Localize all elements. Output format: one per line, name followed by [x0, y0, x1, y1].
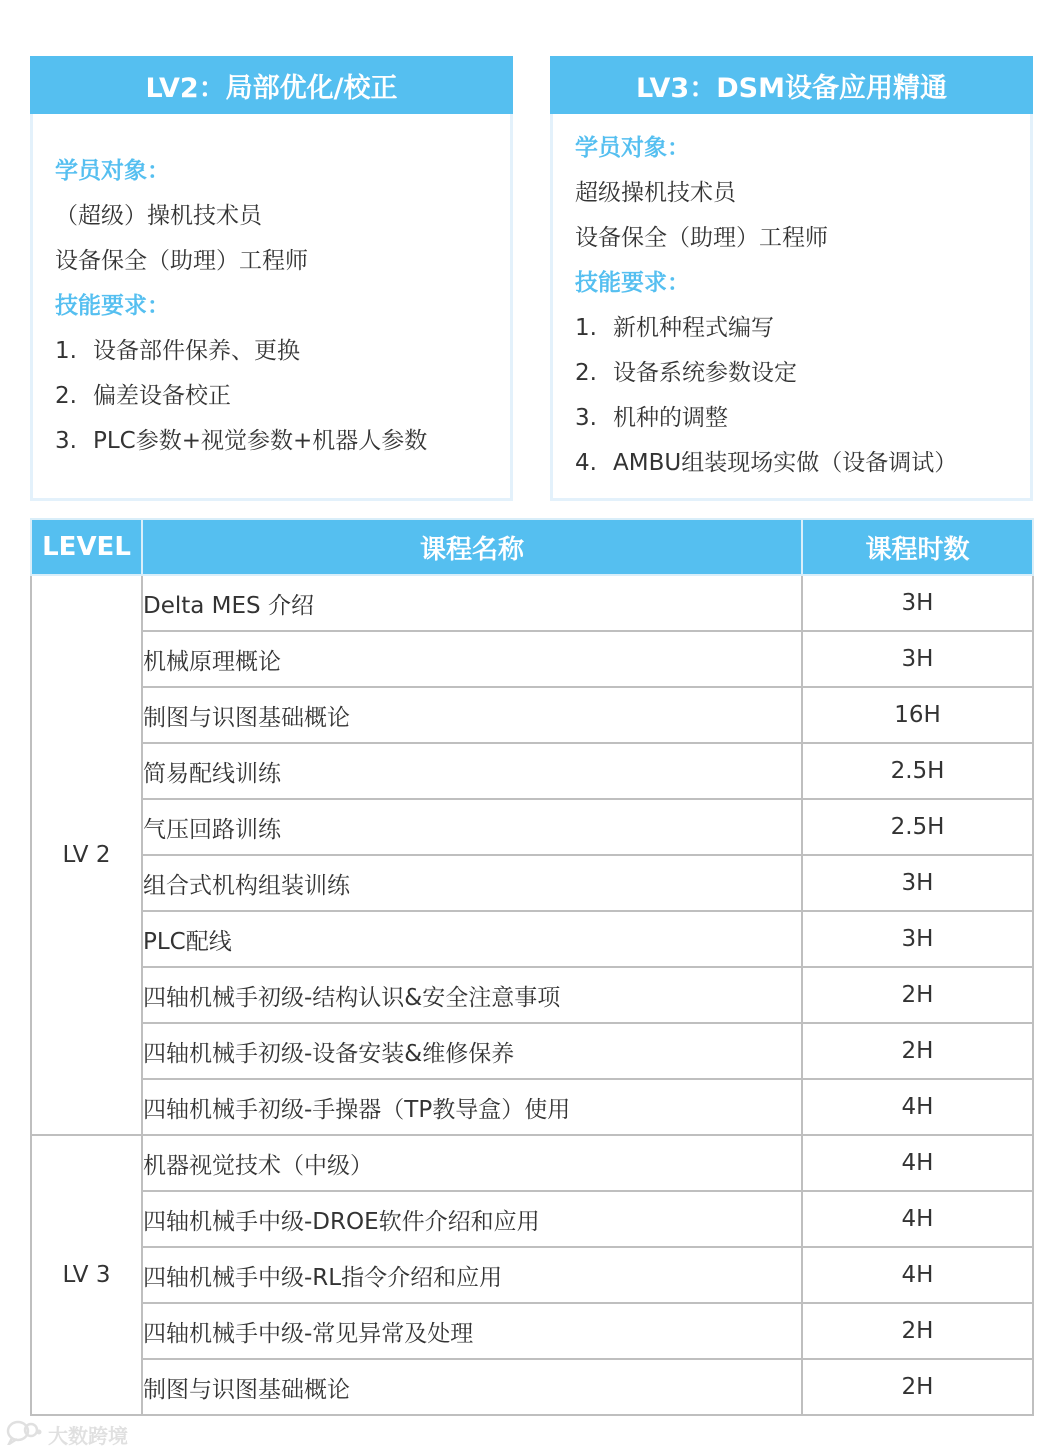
course-name-cell: 四轴机械手中级-DROE软件介绍和应用	[142, 1191, 802, 1247]
course-name-cell: PLC配线	[142, 911, 802, 967]
list-number: 3.	[575, 405, 597, 431]
course-hours-cell: 2H	[802, 1303, 1033, 1359]
lv2-card-body	[55, 149, 500, 464]
course-hours-cell: 3H	[802, 575, 1033, 631]
course-hours-cell: 2.5H	[802, 743, 1033, 799]
course-name-cell: 四轴机械手中级-RL指令介绍和应用	[142, 1247, 802, 1303]
list-number: 4.	[575, 450, 597, 476]
course-hours-cell: 2.5H	[802, 799, 1033, 855]
card-section-heading	[575, 261, 1020, 306]
line-text: 学员对象：	[575, 135, 690, 161]
course-hours-cell: 4H	[802, 1247, 1033, 1303]
watermark-text: 大数跨境	[48, 1423, 128, 1448]
lv2-card-title: LV2：局部优化/校正	[30, 56, 513, 114]
card-line-item	[575, 171, 1020, 216]
course-name-cell: 四轴机械手初级-设备安装&维修保养	[142, 1023, 802, 1079]
table-row	[31, 575, 1033, 631]
line-text: 设备保全（助理）工程师	[55, 248, 308, 274]
list-number: 2.	[55, 383, 77, 409]
table-row	[31, 855, 1033, 911]
level-cell: LV 2	[31, 575, 142, 1135]
header-course-name: 课程名称	[142, 519, 802, 575]
course-name-cell: 简易配线训练	[142, 743, 802, 799]
table-row	[31, 967, 1033, 1023]
skill-list-item	[55, 374, 500, 419]
table-row	[31, 1303, 1033, 1359]
line-text: 偏差设备校正	[93, 383, 231, 409]
course-name-cell: 组合式机构组装训练	[142, 855, 802, 911]
line-text: 新机种程式编写	[613, 315, 774, 341]
course-hours-cell: 3H	[802, 855, 1033, 911]
line-text: 设备保全（助理）工程师	[575, 225, 828, 251]
course-hours-cell: 3H	[802, 631, 1033, 687]
course-hours-cell: 2H	[802, 1023, 1033, 1079]
skill-list-item	[575, 306, 1020, 351]
card-line-item	[55, 239, 500, 284]
line-text: PLC参数+视觉参数+机器人参数	[93, 428, 428, 454]
watermark	[6, 1419, 128, 1449]
course-name-cell: 气压回路训练	[142, 799, 802, 855]
skill-list-item	[575, 441, 1020, 486]
course-table	[30, 518, 1034, 1416]
lv3-card	[550, 56, 1033, 501]
course-hours-cell: 2H	[802, 967, 1033, 1023]
level-cell: LV 3	[31, 1135, 142, 1415]
line-text: 技能要求：	[55, 293, 170, 319]
table-row	[31, 687, 1033, 743]
list-number: 3.	[55, 428, 77, 454]
list-number: 2.	[575, 360, 597, 386]
course-name-cell: 四轴机械手初级-手操器（TP教导盒）使用	[142, 1079, 802, 1135]
skill-list-item	[575, 396, 1020, 441]
table-row	[31, 743, 1033, 799]
header-course-hours: 课程时数	[802, 519, 1033, 575]
table-row	[31, 1135, 1033, 1191]
card-line-item	[575, 216, 1020, 261]
lv2-card	[30, 56, 513, 501]
course-name-cell: 制图与识图基础概论	[142, 687, 802, 743]
line-text: 技能要求：	[575, 270, 690, 296]
course-hours-cell: 4H	[802, 1191, 1033, 1247]
header-level: LEVEL	[31, 519, 142, 575]
course-hours-cell: 16H	[802, 687, 1033, 743]
course-hours-cell: 3H	[802, 911, 1033, 967]
skill-list-item	[55, 419, 500, 464]
table-header-row	[31, 519, 1033, 575]
line-text: 学员对象：	[55, 158, 170, 184]
skill-list-item	[575, 351, 1020, 396]
list-number: 1.	[575, 315, 597, 341]
table-row	[31, 1023, 1033, 1079]
list-number: 1.	[55, 338, 77, 364]
table-row	[31, 631, 1033, 687]
lv3-card-body	[575, 126, 1020, 486]
course-name-cell: 四轴机械手初级-结构认识&安全注意事项	[142, 967, 802, 1023]
course-name-cell: 机械原理概论	[142, 631, 802, 687]
table-row	[31, 911, 1033, 967]
line-text: 设备系统参数设定	[613, 360, 797, 386]
line-text: 设备部件保养、更换	[93, 338, 300, 364]
line-text: AMBU组装现场实做（设备调试）	[613, 450, 958, 476]
table-row	[31, 799, 1033, 855]
course-name-cell: 四轴机械手中级-常见异常及处理	[142, 1303, 802, 1359]
card-section-heading	[55, 284, 500, 329]
card-section-heading	[55, 149, 500, 194]
table-row	[31, 1359, 1033, 1415]
line-text: 机种的调整	[613, 405, 728, 431]
skill-list-item	[55, 329, 500, 374]
table-body	[31, 575, 1033, 1415]
course-hours-cell: 4H	[802, 1079, 1033, 1135]
chat-bubble-logo-icon	[6, 1419, 42, 1449]
line-text: （超级）操机技术员	[55, 203, 262, 229]
course-name-cell: 机器视觉技术（中级）	[142, 1135, 802, 1191]
course-hours-cell: 2H	[802, 1359, 1033, 1415]
card-section-heading	[575, 126, 1020, 171]
table-row	[31, 1191, 1033, 1247]
line-text: 超级操机技术员	[575, 180, 736, 206]
lv3-card-title: LV3：DSM设备应用精通	[550, 56, 1033, 114]
course-name-cell: Delta MES 介绍	[142, 575, 802, 631]
card-line-item	[55, 194, 500, 239]
course-name-cell: 制图与识图基础概论	[142, 1359, 802, 1415]
table-row	[31, 1079, 1033, 1135]
course-hours-cell: 4H	[802, 1135, 1033, 1191]
table-row	[31, 1247, 1033, 1303]
